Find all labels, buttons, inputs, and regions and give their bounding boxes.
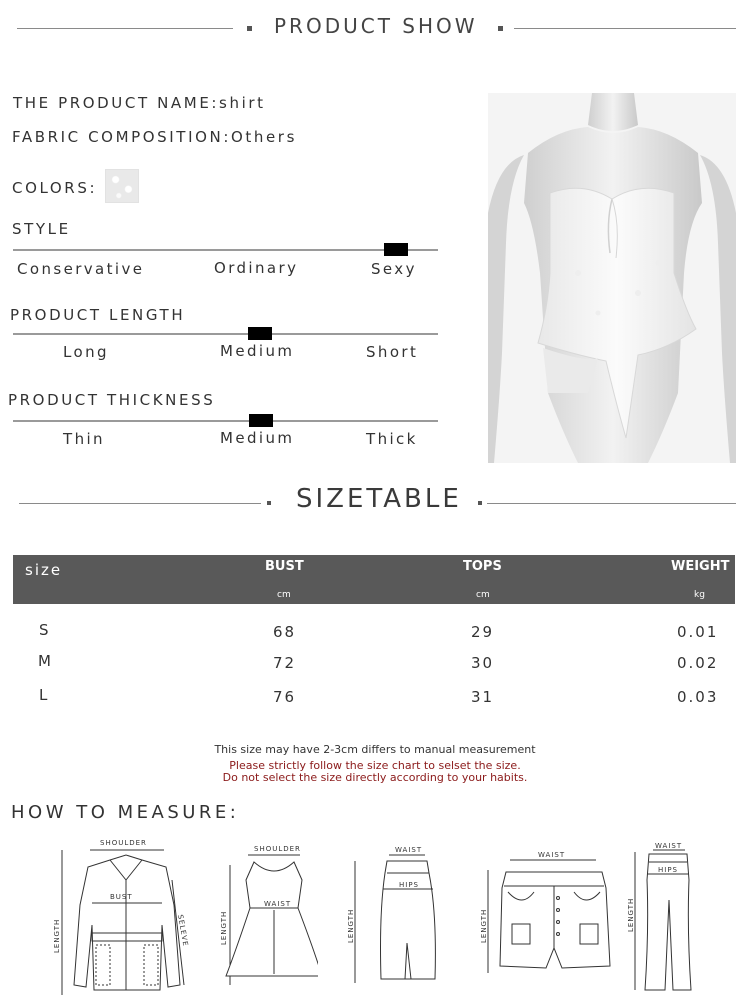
pants-hips-label: HIPS [658, 866, 678, 874]
dress-diagram [218, 840, 318, 990]
dress-length-label: LENGTH [220, 910, 228, 945]
note-follow-chart: Please strictly follow the size chart to selset the size. [229, 759, 521, 772]
header-dot-left [247, 26, 252, 31]
dress-shoulder-label: SHOULDER [254, 845, 301, 853]
product-photo [488, 93, 736, 463]
note-measurement: This size may have 2-3cm differs to manual measurement [214, 743, 536, 756]
skirt-waist-label: WAIST [395, 846, 423, 854]
style-scale-line [13, 249, 438, 251]
header-rule-right [514, 28, 736, 29]
style-option-conservative: Conservative [17, 260, 145, 278]
how-to-measure-title: HOW TO MEASURE: [11, 802, 240, 823]
length-option-medium: Medium [220, 342, 295, 360]
shorts-diagram [478, 848, 618, 978]
mannequin-image [488, 93, 736, 463]
jacket-bust-label: BUST [110, 893, 133, 901]
length-option-short: Short [366, 343, 419, 361]
style-option-sexy: Sexy [371, 260, 417, 278]
cell-bust: 72 [273, 654, 297, 672]
style-option-ordinary: Ordinary [214, 259, 299, 277]
shorts-length-label: LENGTH [480, 908, 488, 943]
header-dot-right [498, 26, 503, 31]
fabric-composition: FABRIC COMPOSITION:Others [12, 128, 297, 146]
cell-size: L [39, 686, 50, 704]
length-option-long: Long [63, 343, 109, 361]
cell-weight: 0.01 [677, 623, 719, 641]
jacket-diagram [48, 835, 208, 995]
thickness-option-thick: Thick [366, 430, 418, 448]
cell-bust: 68 [273, 623, 297, 641]
cell-tops: 29 [471, 623, 495, 641]
length-title: PRODUCT LENGTH [10, 306, 186, 324]
skirt-hips-label: HIPS [399, 881, 419, 889]
dress-waist-label: WAIST [264, 900, 292, 908]
skirt-length-label: LENGTH [347, 908, 355, 943]
col-size: size [25, 561, 63, 579]
thickness-option-medium: Medium [220, 429, 295, 447]
thickness-title: PRODUCT THICKNESS [8, 391, 216, 409]
thickness-option-thin: Thin [63, 430, 105, 448]
product-name: THE PRODUCT NAME:shirt [13, 94, 266, 112]
size-table-header-row [13, 555, 735, 604]
cell-tops: 30 [471, 654, 495, 672]
cell-size: S [39, 621, 51, 639]
col-tops: TOPS [463, 559, 502, 574]
length-marker [248, 327, 272, 340]
length-scale-line [13, 333, 438, 335]
cell-weight: 0.02 [677, 654, 719, 672]
cell-size: M [38, 652, 53, 670]
sizetable-rule-left [19, 503, 261, 504]
jacket-length-label: LENGTH [53, 918, 61, 953]
product-show-title: PRODUCT SHOW [274, 14, 478, 38]
pants-waist-label: WAIST [655, 842, 683, 850]
pants-length-label: LENGTH [627, 897, 635, 932]
skirt-diagram [345, 843, 445, 993]
colors-label: COLORS: [12, 179, 98, 197]
color-swatch-white[interactable] [105, 169, 139, 203]
col-tops-unit: cm [476, 590, 490, 600]
col-bust: BUST [265, 559, 304, 574]
jacket-shoulder-label: SHOULDER [100, 839, 147, 847]
sizetable-title: SIZETABLE [296, 484, 462, 514]
note-habits: Do not select the size directly according to your habits. [222, 771, 528, 784]
cell-weight: 0.03 [677, 688, 719, 706]
thickness-scale-line [13, 420, 438, 422]
cell-tops: 31 [471, 688, 495, 706]
cell-bust: 76 [273, 688, 297, 706]
col-weight-unit: kg [694, 590, 705, 600]
col-weight: WEIGHT [671, 559, 730, 574]
sizetable-dot-right [478, 501, 482, 505]
shorts-waist-label: WAIST [538, 851, 566, 859]
sizetable-dot-left [267, 501, 271, 505]
style-title: STYLE [12, 220, 71, 238]
thickness-marker [249, 414, 273, 427]
col-bust-unit: cm [277, 590, 291, 600]
sizetable-rule-right [487, 503, 736, 504]
style-marker [384, 243, 408, 256]
jacket-sleeve-label: SELEVE [176, 913, 190, 948]
header-rule-left [17, 28, 233, 29]
pants-diagram [625, 840, 695, 995]
